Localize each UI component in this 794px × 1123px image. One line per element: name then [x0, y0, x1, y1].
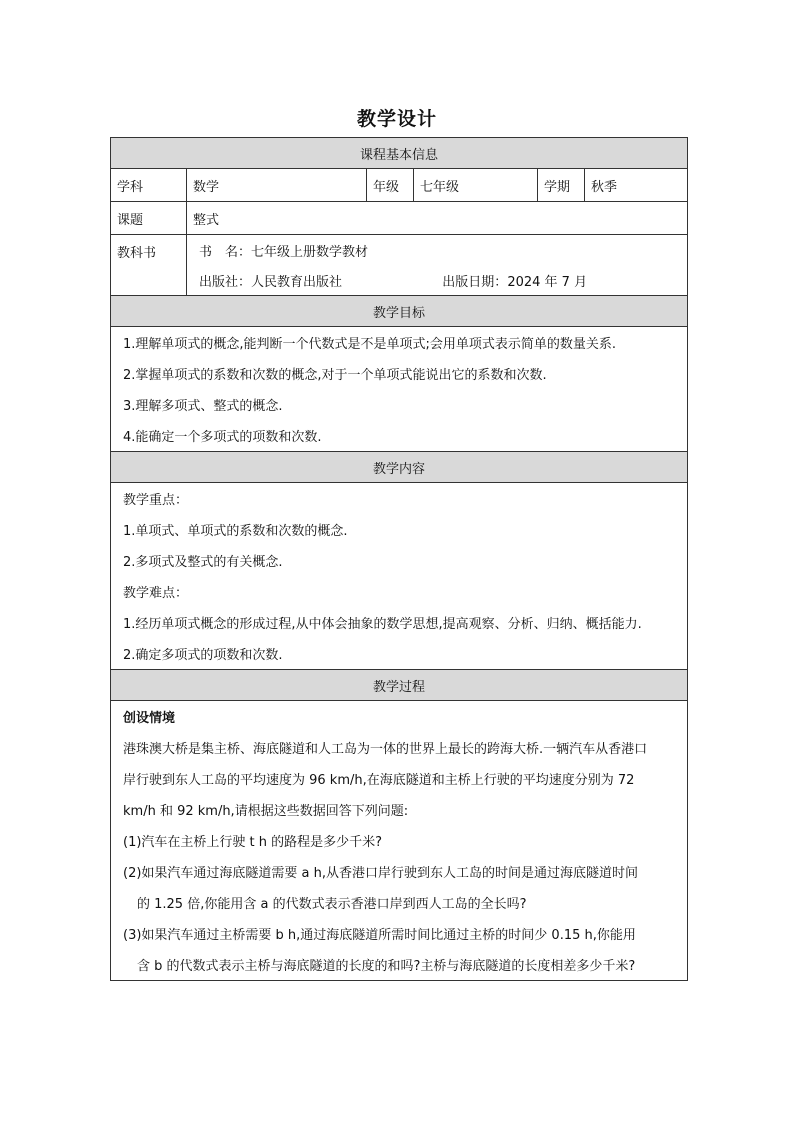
basic-info-header-row: [111, 138, 688, 169]
book-name-label: 书 名：: [199, 244, 252, 260]
subject-value: 数学: [187, 169, 367, 202]
term-label: 学期: [538, 169, 585, 202]
term-value: 秋季: [585, 169, 688, 202]
process-body: [111, 701, 688, 981]
content-body: [111, 483, 688, 670]
objective-item: 4.能确定一个多项式的项数和次数.: [123, 430, 322, 445]
objectives-header: 教学目标: [111, 296, 688, 327]
topic-label: 课题: [111, 202, 187, 235]
objectives-row: [111, 327, 688, 452]
content-header-row: [111, 452, 688, 483]
key-points-label: 教学重点：: [123, 493, 189, 508]
difficulty-item: 2.确定多项式的项数和次数.: [123, 648, 283, 663]
content-header: 教学内容: [111, 452, 688, 483]
pub-date-value: 2024 年 7 月: [507, 274, 588, 290]
topic-value: 整式: [187, 202, 688, 235]
process-section-title: 创设情境: [123, 711, 176, 726]
grade-label: 年级: [367, 169, 414, 202]
publisher-line: [193, 265, 681, 295]
book-name-line: [193, 235, 681, 265]
objectives-list: [111, 327, 688, 452]
objective-item: 1.理解单项式的概念,能判断一个代数式是不是单项式;会用单项式表示简单的数量关系.: [123, 337, 617, 352]
difficulty-item: 1.经历单项式概念的形成过程,从中体会抽象的数学思想,提高观察、分析、归纳、概括能力.: [123, 617, 642, 632]
process-row: [111, 701, 688, 981]
pub-date-label: 出版日期：: [442, 274, 508, 290]
textbook-label: 教科书: [111, 235, 187, 296]
question-line: 含 b 的代数式表示主桥与海底隧道的长度的和吗?主桥与海底隧道的长度相差多少千米?: [137, 959, 636, 974]
subject-label: 学科: [111, 169, 187, 202]
question-line: (2)如果汽车通过海底隧道需要 a h,从香港口岸行驶到东人工岛的时间是通过海底隧道时间: [123, 866, 639, 881]
process-line: 岸行驶到东人工岛的平均速度为 96 km/h,在海底隧道和主桥上行驶的平均速度分别为 72: [123, 773, 635, 788]
process-header-row: [111, 670, 688, 701]
objective-item: 3.理解多项式、整式的概念.: [123, 399, 283, 414]
key-point-item: 2.多项式及整式的有关概念.: [123, 555, 283, 570]
grade-value: 七年级: [414, 169, 538, 202]
publisher-value: 人民教育出版社: [251, 274, 343, 290]
pub-date: [442, 271, 587, 290]
topic-row: [111, 202, 688, 235]
process-line: km/h 和 92 km/h,请根据这些数据回答下列问题:: [123, 804, 409, 819]
difficulty-label: 教学难点：: [123, 586, 189, 601]
process-line: 港珠澳大桥是集主桥、海底隧道和人工岛为一体的世界上最长的跨海大桥.一辆汽车从香港口: [123, 742, 648, 757]
question-line: 的 1.25 倍,你能用含 a 的代数式表示香港口岸到西人工岛的全长吗?: [137, 897, 527, 912]
publisher-label: 出版社：: [199, 274, 252, 290]
content-row: [111, 483, 688, 670]
process-header: 教学过程: [111, 670, 688, 701]
subject-row: [111, 169, 688, 202]
textbook-details: [187, 235, 688, 296]
key-point-item: 1.单项式、单项式的系数和次数的概念.: [123, 524, 348, 539]
objective-item: 2.掌握单项式的系数和次数的概念,对于一个单项式能说出它的系数和次数.: [123, 368, 547, 383]
objectives-header-row: [111, 296, 688, 327]
textbook-row: [111, 235, 688, 296]
question-line: (3)如果汽车通过主桥需要 b h,通过海底隧道所需时间比通过主桥的时间少 0.15 h,你能用: [123, 928, 636, 943]
book-name-value: 七年级上册数学教材: [251, 244, 369, 260]
basic-info-header: 课程基本信息: [111, 138, 688, 169]
lesson-plan-table: [110, 137, 688, 981]
document-title: 教学设计: [356, 108, 437, 130]
question-line: (1)汽车在主桥上行驶 t h 的路程是多少千米?: [123, 835, 383, 850]
